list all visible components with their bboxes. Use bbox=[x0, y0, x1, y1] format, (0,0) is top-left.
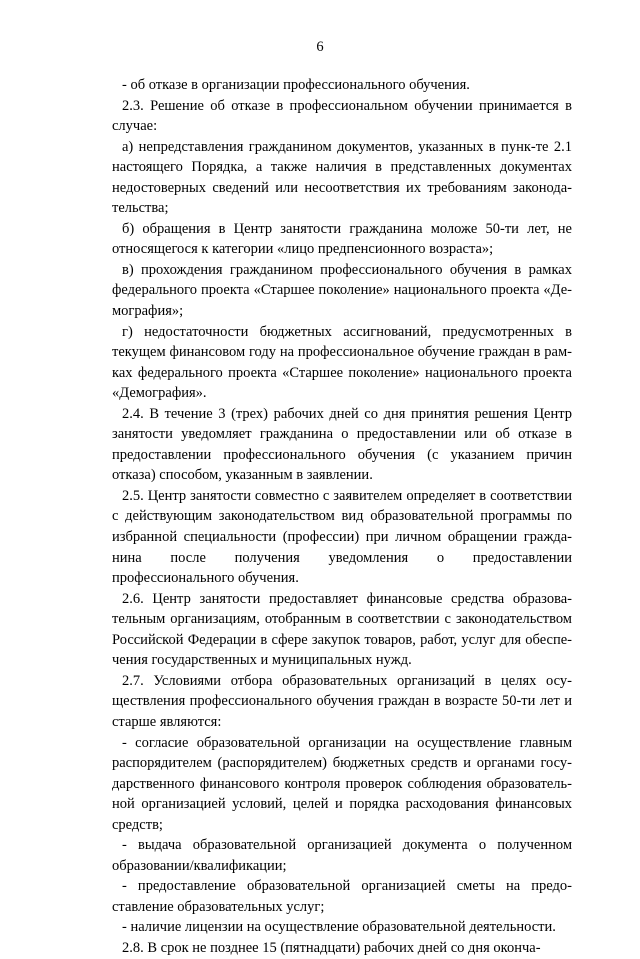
page-number: 6 bbox=[316, 39, 324, 55]
document-body bbox=[112, 75, 572, 959]
list-item-certificate: - выдача образовательной организацией документа о полученном образовании/квалификации; bbox=[112, 837, 572, 874]
paragraph-2-3-v: в) прохождения гражданином профессионального обучения в рамках федерального проекта «Старшее поколение» национального проекта «Демография»; bbox=[112, 261, 572, 320]
paragraph-2-8: 2.8. В срок не позднее 15 (пятнадцати) рабочих дней со дня оконча- bbox=[122, 939, 541, 956]
list-item-estimate: - предоставление образовательной организацией сметы на предоставление образовательных услуг; bbox=[112, 878, 572, 915]
paragraph-refusal-organization: - об отказе в организации профессионального обучения. bbox=[122, 77, 470, 93]
paragraph-2-5: 2.5. Центр занятости совместно с заявителем определяет в соответствии с действующим законодательством вид образовательной программы по избранной специальности (профессии) при личном обращении гражданина после получения уведомления о предоставлении профессионального обучения. bbox=[112, 487, 572, 587]
paragraph-2-4: 2.4. В течение 3 (трех) рабочих дней со дня принятия решения Центр занятости уведомляет гражданина о предоставлении или об отказе в предоставлении профессионального обучения (с указанием причин отказа) способом, указанным в заявлении. bbox=[112, 405, 572, 484]
paragraph-2-7: 2.7. Условиями отбора образовательных организаций в целях осуществления профессионального обучения граждан в возрасте 50-ти лет и старше являются: bbox=[112, 672, 572, 730]
paragraph-2-3-g: г) недостаточности бюджетных ассигнований, предусмотренных в текущем финансовом году на профессиональное обучение граждан в рамках федерального проекта «Старшее поколение» национального проекта «Демография». bbox=[112, 323, 572, 402]
paragraph-2-3: 2.3. Решение об отказе в профессиональном обучении принимается в случае: bbox=[112, 97, 572, 135]
paragraph-2-6: 2.6. Центр занятости предоставляет финансовые средства образовательным организациям, отобранным в соответствии с законодательством Российской Федерации в сфере закупок товаров, работ, услуг для обеспечения государственных и муниципальных нужд. bbox=[112, 590, 572, 669]
list-item-consent: - согласие образовательной организации на осуществление главным распорядителем (распорядителем) бюджетных средств и органами государственного финансового контроля проверок соблюдения образовательной организацией условий, целей и порядка расходования финансовых средств; bbox=[112, 734, 572, 833]
paragraph-2-3-b: б) обращения в Центр занятости гражданина моложе 50-ти лет, не относящегося к категории «лицо предпенсионного возраста»; bbox=[112, 220, 572, 258]
list-item-license: - наличие лицензии на осуществление образовательной деятельности. bbox=[122, 919, 556, 936]
paragraph-2-3-a: а) непредставления гражданином документов, указанных в пунк-те 2.1 настоящего Порядка, а также наличия в представленных документах недостоверных сведений или несоответствия их требованиям законодательства; bbox=[112, 138, 572, 217]
